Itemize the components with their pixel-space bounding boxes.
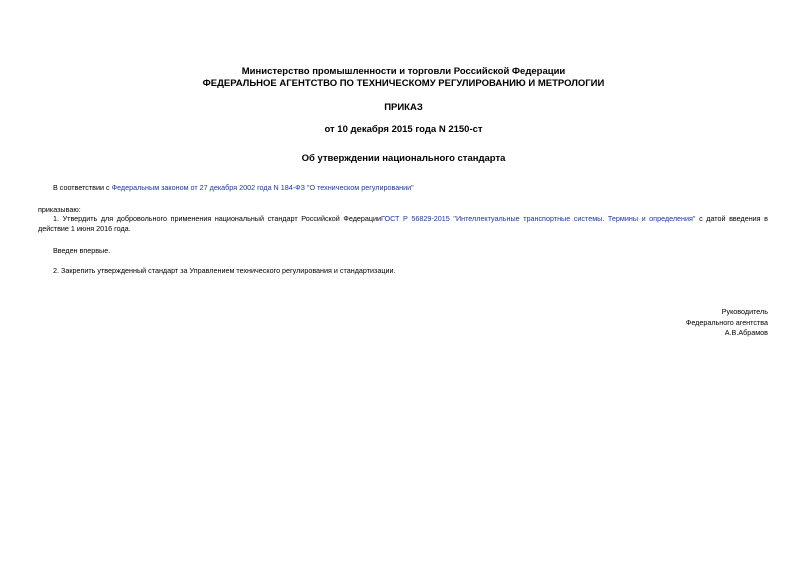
first-introduced-note: Введен впервые. (53, 246, 111, 255)
ministry-title: Министерство промышленности и торговли Российской Федерации (241, 66, 566, 77)
gost-standard-link[interactable]: ГОСТ Р 56829-2015 "Интеллектуальные транспортные системы. Термины и определения" (381, 214, 696, 223)
item-1-prefix: 1. Утвердить для добровольного применения национальный стандарт Российской Федерации (53, 214, 382, 223)
document-subject: Об утверждении национального стандарта (301, 153, 506, 164)
order-word: приказываю: (38, 205, 81, 214)
signature-name: А.В.Абрамов (724, 328, 768, 337)
agency-title: ФЕДЕРАЛЬНОЕ АГЕНТСТВО ПО ТЕХНИЧЕСКОМУ РЕГУЛИРОВАНИЮ И МЕТРОЛОГИИ (202, 78, 605, 89)
document-date-number: от 10 декабря 2015 года N 2150-ст (324, 124, 483, 135)
item-1-suffix: с датой введения в действие 1 июня 2016 года. (38, 214, 768, 233)
item-1-paragraph (38, 214, 768, 234)
item-2-paragraph: 2. Закрепить утвержденный стандарт за Управлением технического регулирования и стандартизации. (53, 266, 396, 275)
federal-law-link[interactable]: Федеральным законом от 27 декабря 2002 года N 184-ФЗ "О техническом регулировании" (111, 183, 414, 192)
signature-organization: Федерального агентства (685, 318, 768, 327)
intro-paragraph (53, 183, 414, 193)
signature-position: Руководитель (721, 307, 768, 316)
intro-prefix: В соответствии с (53, 183, 112, 192)
document-type: ПРИКАЗ (384, 102, 423, 113)
